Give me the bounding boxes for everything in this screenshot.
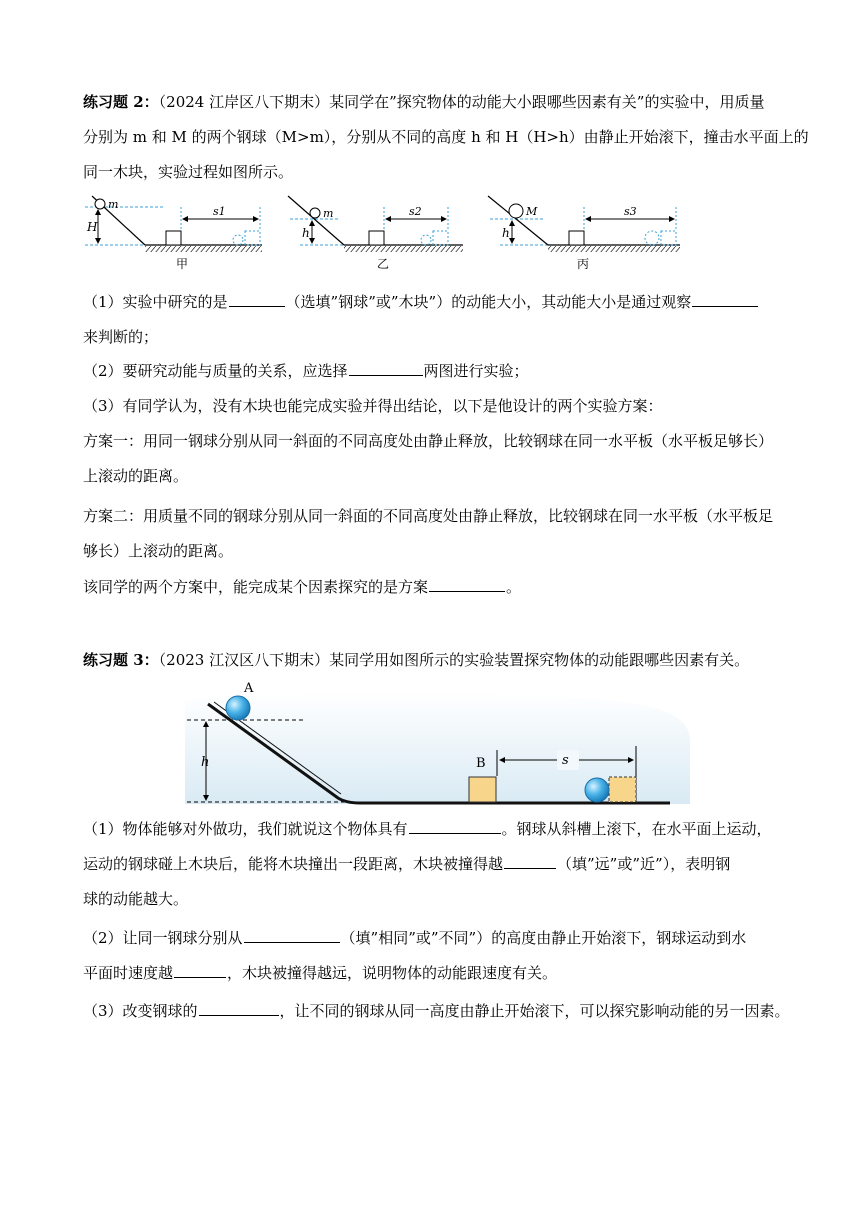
q3-sub1-text-a: （1）物体能够对外做功，我们就说这个物体具有 [83,820,408,838]
panel-bing-distance-label: s3 [624,205,637,218]
q3-sub3-text-b: ，让不同的钢球从同一高度由静止开始滚下，可以探究影响动能的另一因素。 [279,1002,790,1020]
panel-jia-ball-label: m [108,198,119,211]
answer-blank[interactable] [229,292,285,307]
answer-blank[interactable] [692,292,758,307]
q3-sub2-text-c: 平面时速度越 [83,964,174,982]
panel-jia [85,196,262,271]
q2-plan1-line1: 方案一：用同一钢球分别从同一斜面的不同高度处由静止释放，比较钢球在同一水平板（水平板足够长） [83,432,774,450]
panel-yi-height-label: h [302,226,310,240]
panel-jia-distance-label: s1 [213,205,226,218]
q2-plan2-line2: 够长）上滚动的距离。 [83,542,234,560]
panel-jia-caption: 甲 [176,257,189,271]
panel-jia-height-label: H [87,220,98,234]
panel-yi [288,196,463,271]
q2-sub2 [83,361,529,381]
answer-blank[interactable] [199,1001,279,1016]
answer-blank[interactable] [349,361,423,376]
q2-conclusion [83,577,521,597]
panel-bing [488,196,680,271]
q2-sub2-text-a: （2）要研究动能与质量的关系，应选择 [83,362,348,380]
ball-a-icon [226,696,250,720]
q3-sub2-text-a: （2）让同一钢球分别从 [83,929,243,947]
q3-sub1-text-c: 运动的钢球碰上木块后，能将木块撞出一段距离，木块被撞得越 [83,855,504,873]
answer-blank[interactable] [429,577,505,592]
q2-figure [0,193,860,293]
q2-sub1-text-a: （1）实验中研究的是 [83,293,228,311]
q3-sub1-line3: 球的动能越大。 [83,890,189,908]
q3-intro: （2023 江汉区八下期末）某同学用如图所示的实验装置探究物体的动能跟哪些因素有关。 [158,651,750,669]
panel-yi-caption: 乙 [377,257,390,271]
answer-blank[interactable] [244,928,340,943]
answer-blank[interactable] [174,963,226,978]
q2-conclusion-text-a: 该同学的两个方案中，能完成某个因素探究的是方案 [83,578,429,596]
q3-block-label: B [476,756,486,771]
q3-distance-label: s [562,753,569,768]
q2-intro-3: 同一木块，实验过程如图所示。 [83,163,294,181]
q3-line-1 [83,650,749,670]
q2-sub3: （3）有同学认为，没有木块也能完成实验并得出结论，以下是他设计的两个实验方案： [83,397,663,415]
q2-sub1-text-b: （选填”钢球”或”木块”）的动能大小，其动能大小是通过观察 [285,293,692,311]
q3-sub2-text-b: （填”相同”或”不同”）的高度由静止开始滚下，钢球运动到水 [340,929,747,947]
q3-sub1-line2 [83,854,730,874]
q3-sub1-text-b: 。钢球从斜槽上滚下，在水平面上运动， [501,820,772,838]
q3-ball-label: A [244,681,254,696]
q2-plan2-line1: 方案二：用质量不同的钢球分别从同一斜面的不同高度处由静止释放，比较钢球在同一水平板（水平板足 [83,507,774,525]
panel-bing-ball-label: M [526,205,538,218]
q3-title: 练习题 3： [83,651,159,669]
q2-conclusion-text-b: 。 [506,578,522,596]
answer-blank[interactable] [504,854,556,869]
q2-plan1-line2: 上滚动的距离。 [83,467,189,485]
ball-icon [95,199,105,209]
q2-title: 练习题 2： [83,93,159,111]
q3-sub2-line2 [83,963,557,983]
block-b-icon [469,777,496,802]
q2-intro-2: 分别为 m 和 M 的两个钢球（M>m），分别从不同的高度 h 和 H（H>h）由静止开始滚下，撞击水平面上的 [83,128,809,146]
q2-intro-1: （2024 江岸区八下期末）某同学在”探究物体的动能大小跟哪些因素有关”的实验中，用质量 [158,93,765,111]
q3-figure [0,680,860,810]
block-icon [166,231,181,245]
panel-yi-ball-label: m [323,207,334,220]
q2-sub1-line1 [83,292,759,312]
q3-sub3-text-a: （3）改变钢球的 [83,1002,198,1020]
answer-blank[interactable] [409,819,501,834]
panel-bing-height-label: h [502,226,510,240]
q3-sub2-text-d: ，木块被撞得越远，说明物体的动能跟速度有关。 [227,964,558,982]
q3-sub2-line1 [83,928,746,948]
q2-sub1-line2: 来判断的； [83,328,159,346]
q3-sub1-line1 [83,819,772,839]
q3-height-label: h [201,755,210,770]
q3-sub1-text-d: （填”远”或”近”），表明钢 [557,855,731,873]
panel-yi-distance-label: s2 [409,205,422,218]
q2-line-1 [83,92,764,112]
q3-sub3 [83,1001,790,1021]
q2-sub2-text-b: 两图进行实验； [423,362,529,380]
panel-bing-caption: 丙 [577,257,590,271]
